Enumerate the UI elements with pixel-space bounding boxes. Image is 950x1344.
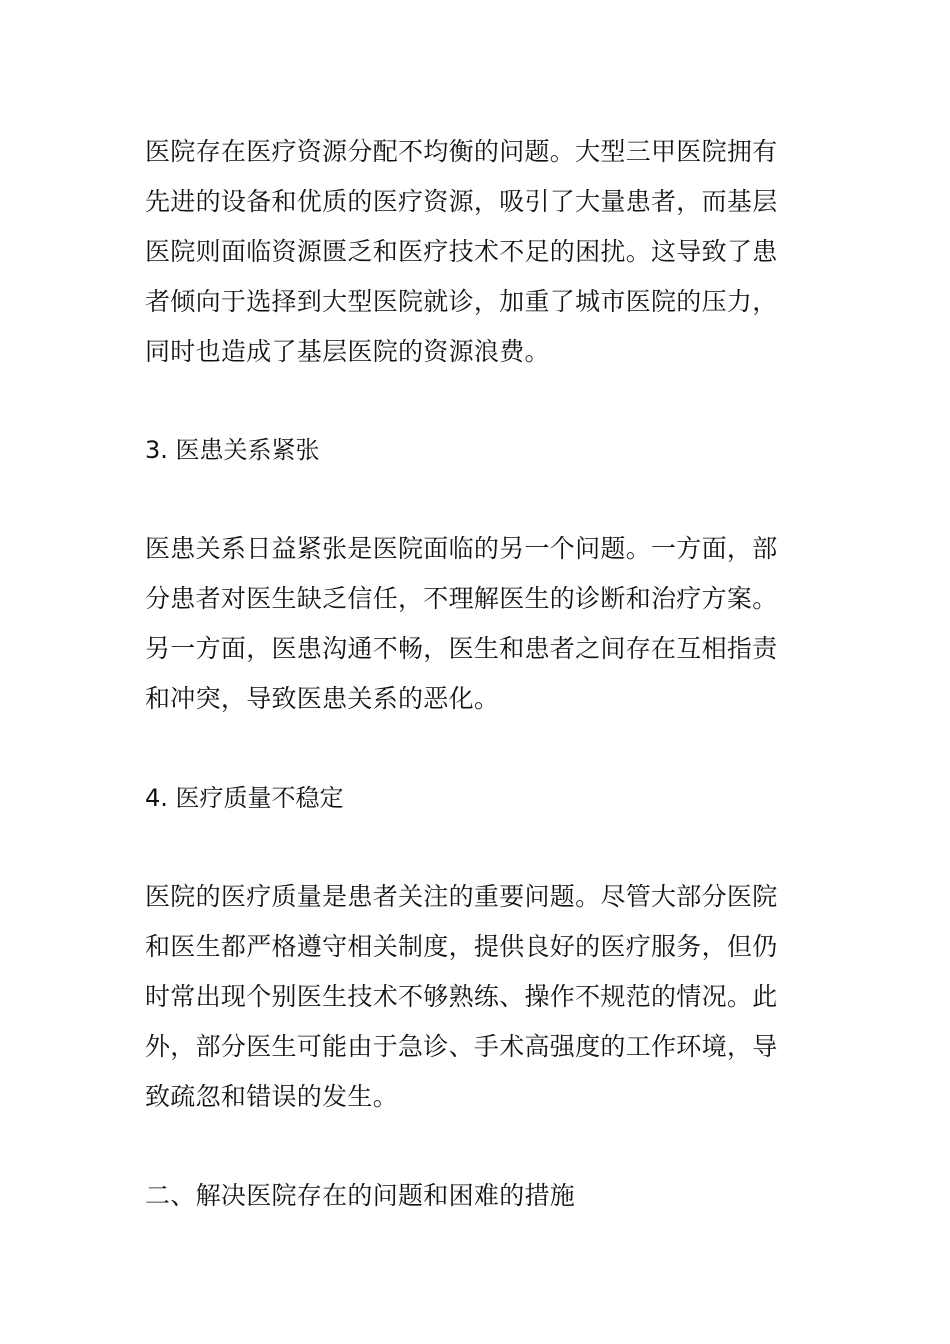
heading-3: 3. 医患关系紧张 xyxy=(145,436,320,464)
paragraph-1-line-4: 者倾向于选择到大型医院就诊，加重了城市医院的压力， xyxy=(145,287,778,316)
paragraph-3-line-3: 时常出现个别医生技术不够熟练、操作不规范的情况。此 xyxy=(145,982,778,1011)
paragraph-2-line-3: 另一方面，医患沟通不畅，医生和患者之间存在互相指责 xyxy=(145,634,778,663)
paragraph-2-line-2: 分患者对医生缺乏信任，不理解医生的诊断和治疗方案。 xyxy=(145,584,778,613)
paragraph-1-line-1: 医院存在医疗资源分配不均衡的问题。大型三甲医院拥有 xyxy=(145,137,778,166)
paragraph-2-line-4: 和冲突，导致医患关系的恶化。 xyxy=(145,684,500,713)
paragraph-3-line-4: 外，部分医生可能由于急诊、手术高强度的工作环境，导 xyxy=(145,1032,778,1061)
section-heading: 二、解决医院存在的问题和困难的措施 xyxy=(145,1181,576,1210)
paragraph-2-line-1: 医患关系日益紧张是医院面临的另一个问题。一方面，部 xyxy=(145,534,778,563)
paragraph-1-line-3: 医院则面临资源匮乏和医疗技术不足的困扰。这导致了患 xyxy=(145,237,778,266)
paragraph-3-line-5: 致疏忽和错误的发生。 xyxy=(145,1082,399,1111)
paragraph-1-line-2: 先进的设备和优质的医疗资源，吸引了大量患者，而基层 xyxy=(145,187,778,216)
heading-4: 4. 医疗质量不稳定 xyxy=(145,784,344,812)
paragraph-3-line-1: 医院的医疗质量是患者关注的重要问题。尽管大部分医院 xyxy=(145,882,778,911)
paragraph-3-line-2: 和医生都严格遵守相关制度，提供良好的医疗服务，但仍 xyxy=(145,932,778,961)
paragraph-1-line-5: 同时也造成了基层医院的资源浪费。 xyxy=(145,337,550,366)
